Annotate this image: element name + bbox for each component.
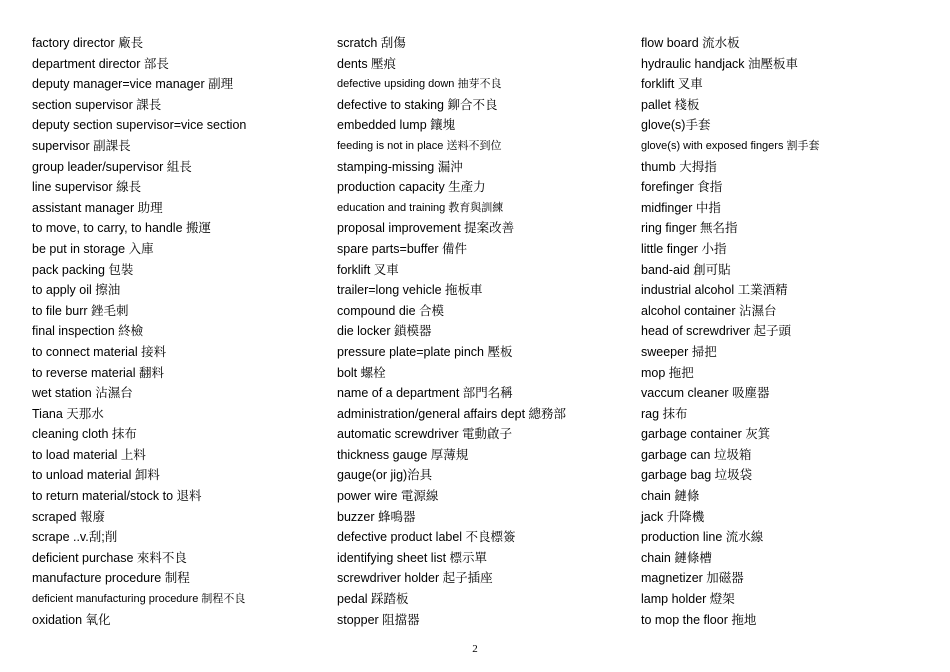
- glossary-entry: vaccum cleaner 吸塵器: [641, 386, 770, 401]
- glossary-entry: to reverse material 翻料: [32, 365, 164, 380]
- glossary-entry: scraped 報廢: [32, 509, 105, 524]
- glossary-column-1: [32, 33, 322, 630]
- glossary-column-3: [641, 33, 931, 630]
- glossary-entry: sweeper 掃把: [641, 344, 717, 359]
- glossary-entry: screwdriver holder 起子插座: [337, 571, 493, 586]
- glossary-entry: industrial alcohol 工業酒精: [641, 283, 788, 298]
- glossary-entry: hydraulic handjack 油壓板車: [641, 56, 799, 71]
- glossary-entry: wet station 沾濕台: [32, 386, 133, 401]
- glossary-entry: deputy section supervisor=vice section: [32, 118, 247, 133]
- glossary-entry: scrape ..v.刮;削: [32, 530, 118, 545]
- page-number: 2: [472, 643, 478, 655]
- glossary-entry: bolt 螺栓: [337, 365, 386, 380]
- glossary-entry: feeding is not in place 送料不到位: [337, 139, 502, 152]
- glossary-entry: gauge(or jig)治具: [337, 468, 433, 483]
- glossary-entry: buzzer 蜂鳴器: [337, 509, 416, 524]
- glossary-entry: thumb 大拇指: [641, 159, 717, 174]
- glossary-entry: thickness gauge 厚薄規: [337, 447, 469, 462]
- glossary-entry: cleaning cloth 抹布: [32, 427, 137, 442]
- glossary-entry: automatic screwdriver 電動啟子: [337, 427, 513, 442]
- glossary-entry: Tiana 天那水: [32, 406, 104, 421]
- glossary-entry: education and training 教育與訓練: [337, 201, 504, 214]
- glossary-entry: glove(s)手套: [641, 118, 711, 133]
- glossary-entry: pressure plate=plate pinch 壓板: [337, 344, 513, 359]
- glossary-entry: flow board 流水板: [641, 36, 740, 50]
- glossary-entry: to move, to carry, to handle 搬運: [32, 221, 212, 236]
- glossary-entry: be put in storage 入庫: [32, 241, 154, 256]
- glossary-entry: pedal 踩踏板: [337, 592, 409, 607]
- glossary-entry: jack 升降機: [641, 509, 705, 524]
- glossary-entry: to apply oil 擦油: [32, 283, 121, 298]
- glossary-entry: group leader/supervisor 組長: [32, 159, 192, 174]
- glossary-entry: name of a department 部門名稱: [337, 386, 513, 401]
- glossary-entry: line supervisor 線長: [32, 180, 142, 195]
- glossary-entry: to connect material 接料: [32, 344, 167, 359]
- glossary-entry: compound die 合模: [337, 303, 445, 318]
- glossary-entry: deficient manufacturing procedure 制程不良: [32, 593, 246, 606]
- glossary-entry: to load material 上料: [32, 447, 146, 462]
- glossary-entry: power wire 電源線: [337, 489, 439, 504]
- glossary-entry: magnetizer 加磁器: [641, 571, 744, 586]
- glossary-entry: band-aid 創可貼: [641, 262, 731, 277]
- glossary-entry: garbage container 灰箕: [641, 427, 771, 442]
- glossary-entry: administration/general affairs dept 總務部: [337, 406, 567, 421]
- glossary-entry: pallet 棧板: [641, 97, 700, 112]
- glossary-entry: die locker 鎖模器: [337, 324, 432, 339]
- glossary-entry: little finger 小指: [641, 241, 727, 256]
- glossary-entry: to unload material 卸料: [32, 468, 160, 483]
- glossary-entry: deputy manager=vice manager 副理: [32, 77, 234, 92]
- glossary-entry: head of screwdriver 起子頭: [641, 324, 792, 339]
- glossary-entry: forklift 叉車: [641, 77, 703, 92]
- glossary-entry: forefinger 食指: [641, 180, 723, 195]
- glossary-entry: midfinger 中指: [641, 200, 721, 215]
- glossary-entry: glove(s) with exposed fingers 割手套: [641, 139, 820, 152]
- glossary-entry: defective to staking 鉚合不良: [337, 97, 498, 112]
- glossary-entry: oxidation 氧化: [32, 612, 111, 627]
- glossary-entry: to file burr 銼毛刺: [32, 303, 129, 318]
- glossary-entry: ring finger 無名指: [641, 221, 738, 236]
- glossary-entry: trailer=long vehicle 拖板車: [337, 283, 483, 298]
- glossary-entry: assistant manager 助理: [32, 200, 163, 215]
- glossary-entry: manufacture procedure 制程: [32, 571, 190, 586]
- glossary-entry: lamp holder 燈架: [641, 592, 735, 607]
- glossary-entry: deficient purchase 來料不良: [32, 550, 187, 565]
- glossary-entry: dents 壓痕: [337, 56, 397, 71]
- glossary-entry: stopper 阻擋器: [337, 612, 420, 627]
- glossary-entry: production capacity 生產力: [337, 180, 486, 195]
- glossary-entry: rag 抹布: [641, 406, 688, 421]
- glossary-entry: garbage bag 垃圾袋: [641, 468, 753, 483]
- glossary-entry: alcohol container 沾濕台: [641, 303, 777, 318]
- glossary-entry: embedded lump 鑲塊: [337, 118, 456, 133]
- glossary-entry: scratch 刮傷: [337, 36, 406, 50]
- glossary-entry: section supervisor 課長: [32, 97, 162, 112]
- glossary-entry: stamping-missing 漏沖: [337, 159, 463, 174]
- glossary-entry: department director 部長: [32, 56, 169, 71]
- glossary-entry: defective upsiding down 抽芽不良: [337, 78, 502, 91]
- glossary-column-2: [337, 33, 627, 630]
- glossary-entry: chain 鏈條: [641, 489, 700, 504]
- glossary-entry: mop 拖把: [641, 365, 694, 380]
- glossary-entry: final inspection 終檢: [32, 324, 144, 339]
- glossary-entry: identifying sheet list 標示單: [337, 550, 488, 565]
- glossary-entry: to mop the floor 拖地: [641, 612, 757, 627]
- glossary-entry: defective product label 不良標簽: [337, 530, 516, 545]
- glossary-entry: factory director 廠長: [32, 36, 144, 50]
- glossary-entry: proposal improvement 提案改善: [337, 221, 515, 236]
- glossary-entry: garbage can 垃圾箱: [641, 447, 752, 462]
- glossary-entry: chain 鏈條槽: [641, 550, 712, 565]
- glossary-entry: forklift 叉車: [337, 262, 399, 277]
- glossary-entry: spare parts=buffer 備件: [337, 241, 468, 256]
- glossary-entry: pack packing 包裝: [32, 262, 134, 277]
- glossary-entry: production line 流水線: [641, 530, 764, 545]
- glossary-entry: supervisor 副課長: [32, 138, 131, 153]
- glossary-entry: to return material/stock to 退料: [32, 489, 202, 504]
